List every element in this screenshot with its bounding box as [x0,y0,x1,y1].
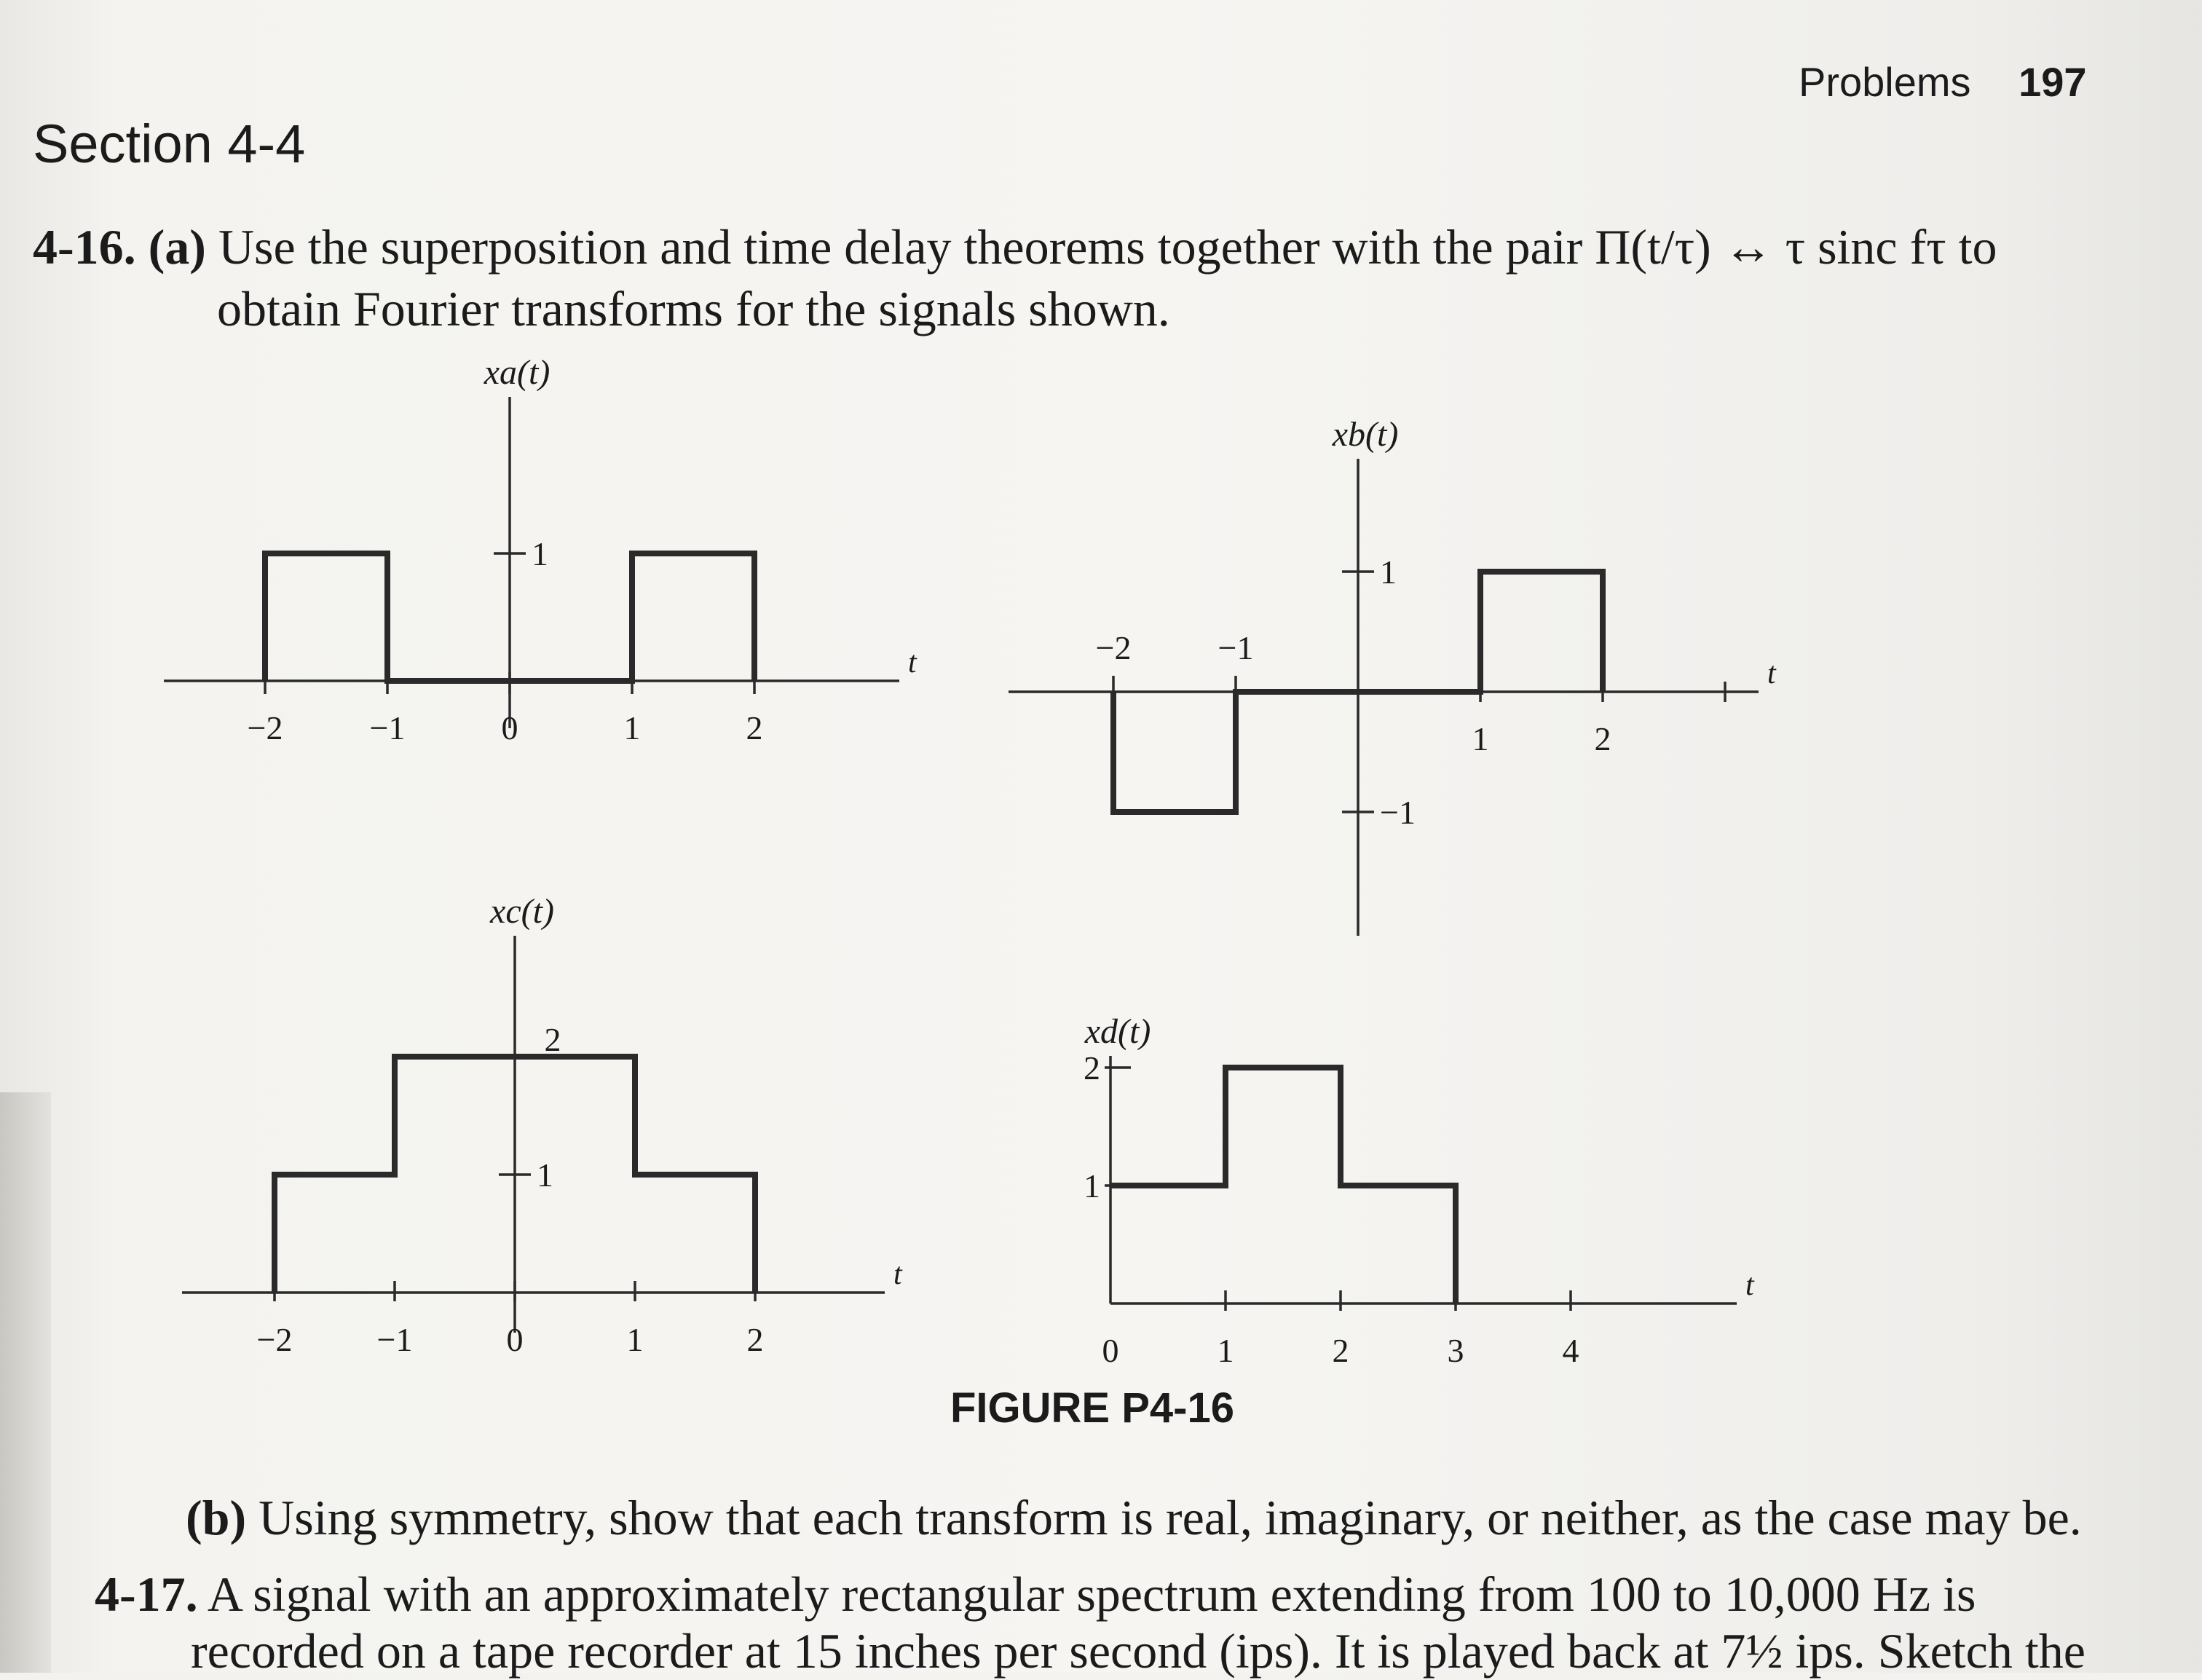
xc-t-label: t [893,1258,902,1291]
xb-tick-label-neg: −1 [1218,629,1254,666]
xa-tick-label: −1 [369,709,406,746]
xa-tick-label: −2 [247,709,283,746]
problem-number: 4-16. [33,219,136,275]
xa-y-tick-label: 1 [532,535,548,572]
part-b-line [186,1489,2082,1547]
section-title: Section 4-4 [33,114,306,174]
xb-label: xb(t) [1332,415,1399,454]
xd-tick-label: 0 [1102,1332,1119,1369]
problem-4-17-text-line1: A signal with an approximately rectangular spectrum extending from 100 to 10,000 Hz is [207,1566,1976,1622]
figure-caption: FIGURE P4-16 [950,1384,1234,1432]
xc-tick-label: 2 [746,1321,764,1358]
xc-y-tick-label: 2 [544,1021,561,1058]
xa-t-label: t [908,646,917,679]
xd-tick-label: 4 [1562,1332,1579,1369]
xb-tick-label-pos: 2 [1594,720,1611,757]
problem-4-17-text-line2: recorded on a tape recorder at 15 inches per second (ips). It is played back at 7½ ips. Sketch the [191,1623,2085,1679]
xb-tick-label-pos: 1 [1472,720,1489,757]
part-a-text-line2: obtain Fourier transforms for the signals shown. [217,281,1170,336]
part-b-text: Using symmetry, show that each transform is real, imaginary, or neither, as the case may be. [259,1490,2082,1545]
xd-tick-label: 1 [1217,1332,1234,1369]
problem-4-17-line1 [95,1566,1976,1623]
xc-label: xc(t) [490,892,554,931]
xc-tick-label: −1 [376,1321,413,1358]
xb-tick-label-neg: −2 [1095,629,1132,666]
problem-4-17-number: 4-17. [95,1566,198,1622]
xc-y-tick-label: 1 [537,1156,553,1194]
part-b-label: (b) [186,1490,247,1545]
xd-tick-label: 2 [1332,1332,1349,1369]
xd-signal-trace [1110,1068,1456,1304]
xc-tick-label: 1 [626,1321,644,1358]
xa-tick-label: 2 [746,709,763,746]
xd-y-tick-label: 2 [1084,1049,1100,1087]
page-number: 197 [2018,59,2087,105]
xb-y-tick-label-neg: −1 [1380,794,1416,831]
running-head-title: Problems [1799,59,1971,105]
xd-tick-label: 3 [1447,1332,1464,1369]
xa-tick-label: 1 [623,709,641,746]
xb-t-label: t [1767,657,1776,690]
xd-y-tick-label: 1 [1084,1167,1100,1204]
xa-tick-label: 0 [501,709,518,746]
xc-tick-label: −2 [256,1321,293,1358]
xb-y-tick-label-pos: 1 [1380,553,1397,591]
part-a-text-line1: Use the superposition and time delay theorems together with the pair Π(t/τ) ↔ τ sinc fτ to [218,219,1997,275]
xa-label: xa(t) [484,353,550,392]
xd-t-label: t [1745,1269,1754,1302]
part-a-label: (a) [148,219,206,275]
xd-label: xd(t) [1084,1012,1151,1051]
xc-tick-label: 0 [506,1321,524,1358]
